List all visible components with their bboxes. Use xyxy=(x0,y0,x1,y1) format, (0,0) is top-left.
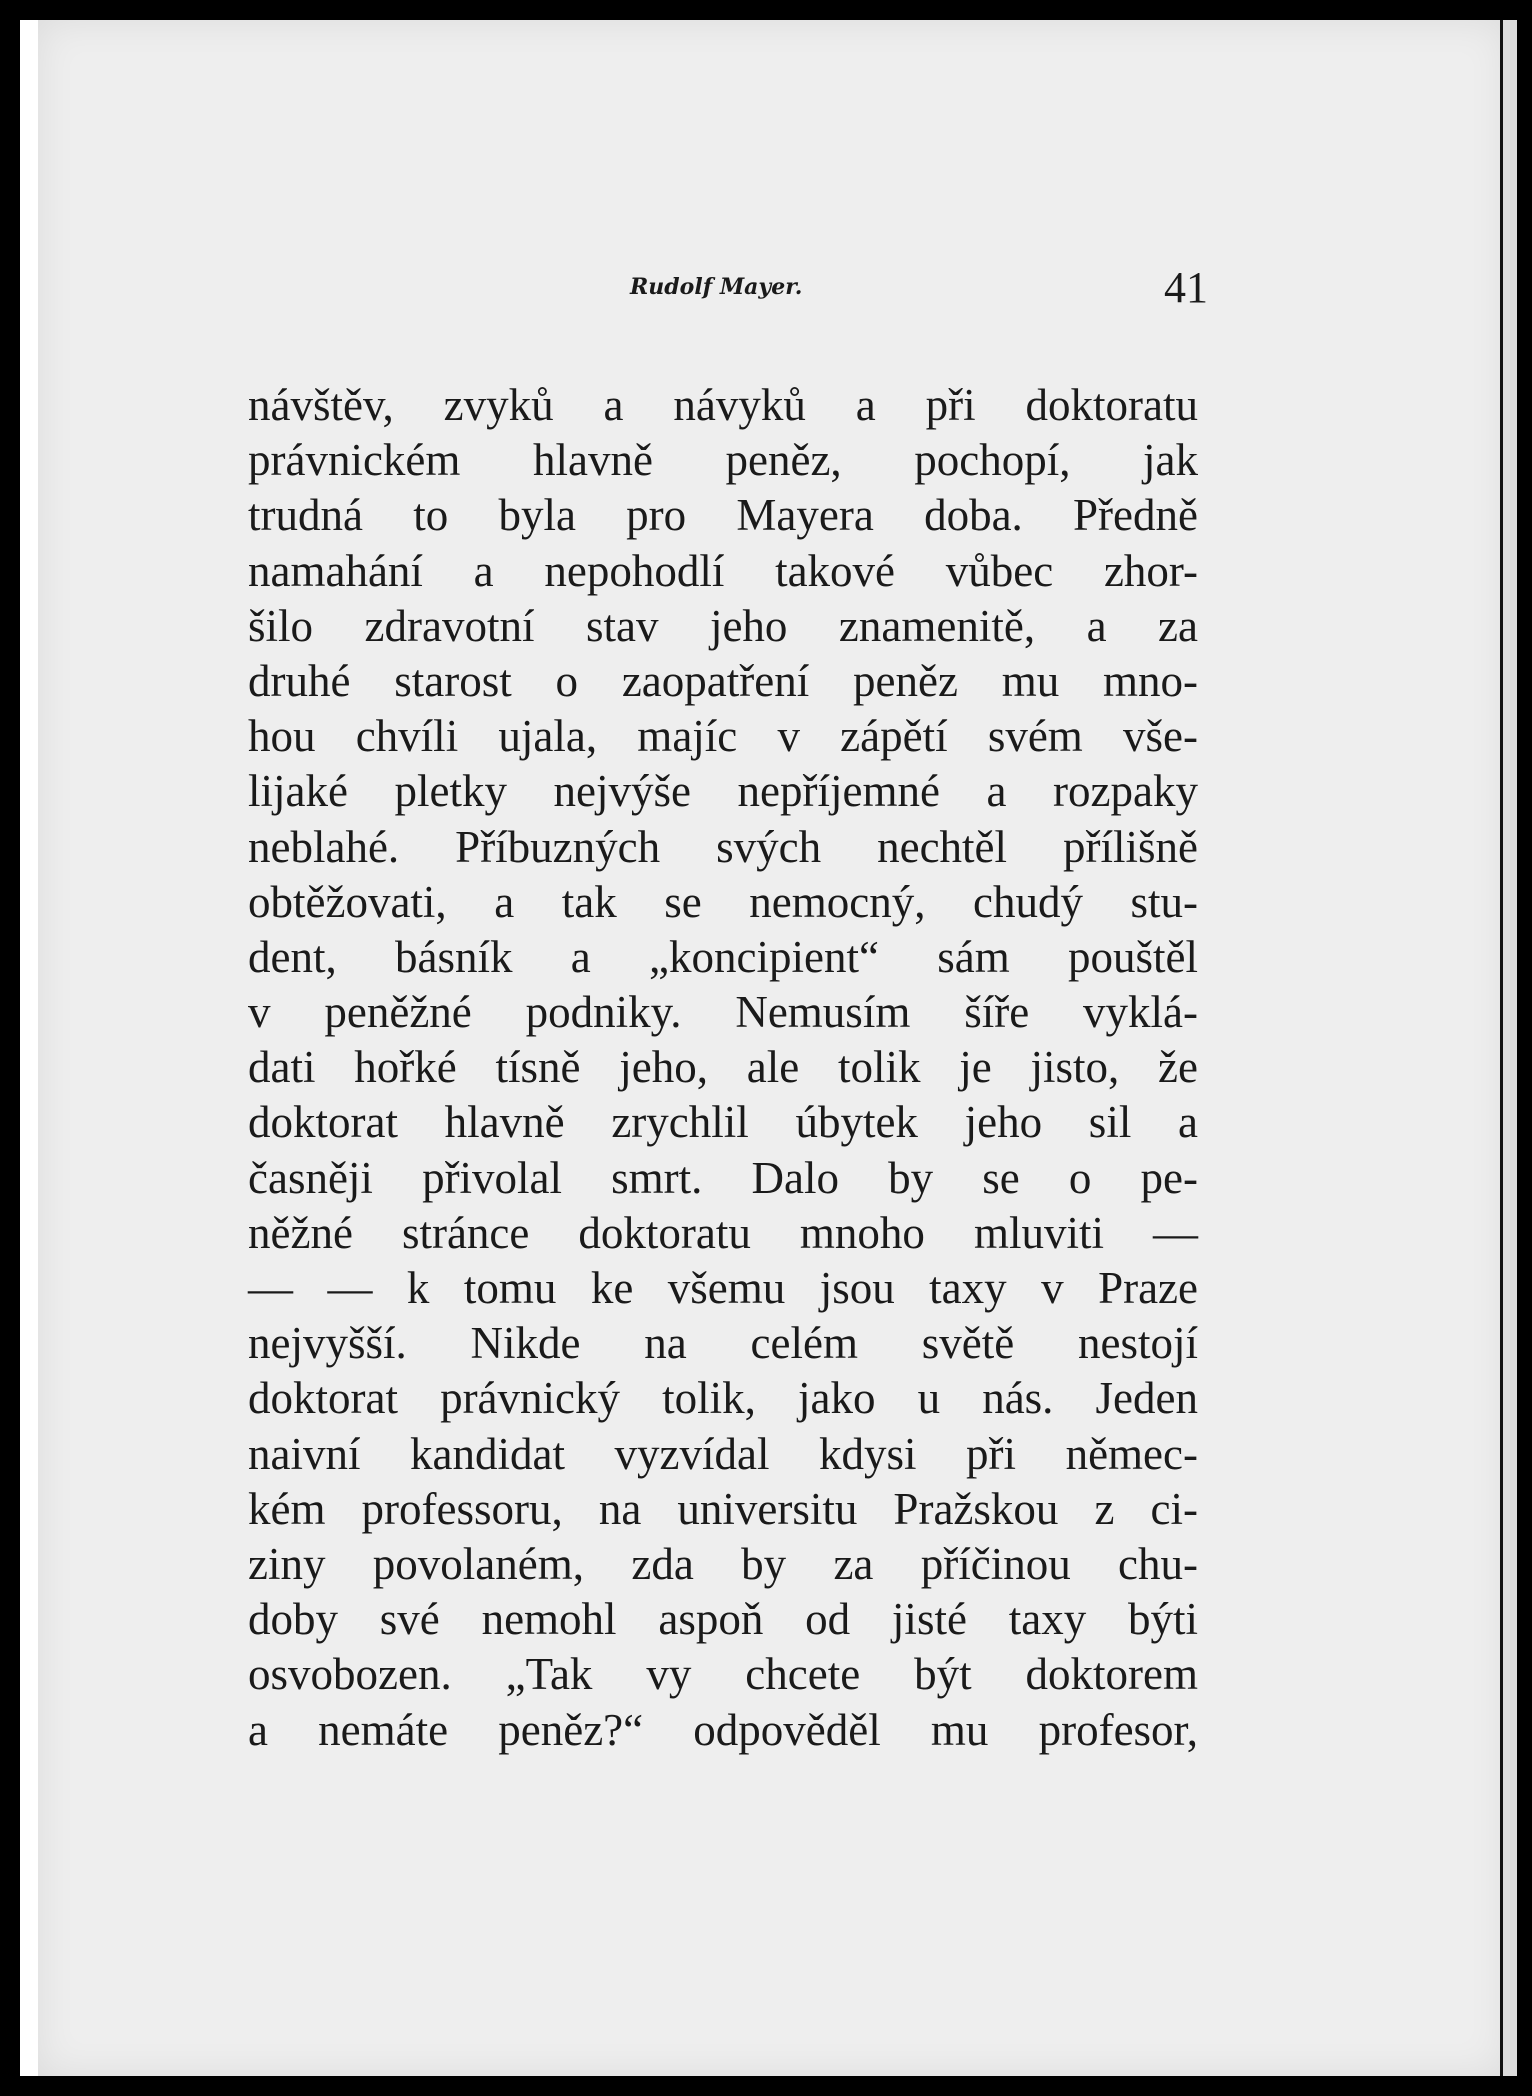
page-header xyxy=(248,262,1208,322)
text-line: dati hořké tísně jeho, ale tolik je jisto, že xyxy=(248,1042,1198,1093)
text-line: v peněžné podniky. Nemusím šíře vyklá- xyxy=(248,987,1198,1038)
text-line: doby své nemohl aspoň od jisté taxy býti xyxy=(248,1594,1198,1645)
text-line: ziny povolaném, zda by za příčinou chu- xyxy=(248,1538,1198,1589)
body-text xyxy=(248,378,1198,1758)
text-line: hou chvíli ujala, majíc v zápětí svém vše- xyxy=(248,711,1198,762)
text-line: — — k tomu ke všemu jsou taxy v Praze xyxy=(248,1263,1198,1313)
text-line: doktorat právnický tolik, jako u nás. Jeden xyxy=(248,1373,1198,1424)
text-line: nejvyšší. Nikde na celém světě nestojí xyxy=(248,1318,1198,1369)
text-line: dent, básník a „koncipient“ sám pouštěl xyxy=(248,931,1198,982)
text-line: neblahé. Příbuzných svých nechtěl přílišně xyxy=(248,821,1198,872)
text-line: kém professoru, na universitu Pražskou z ci- xyxy=(248,1483,1198,1534)
text-line: doktorat hlavně zrychlil úbytek jeho sil a xyxy=(248,1097,1198,1148)
text-line: naivní kandidat vyzvídal kdysi při němec- xyxy=(248,1428,1198,1479)
text-line: a nemáte peněz?“ odpověděl mu profesor, xyxy=(248,1704,1198,1755)
text-line: časněji přivolal smrt. Dalo by se o pe- xyxy=(248,1152,1198,1203)
text-line: druhé starost o zaopatření peněz mu mno- xyxy=(248,655,1198,706)
page-right-edge xyxy=(1500,20,1517,2076)
text-line: trudná to byla pro Mayera doba. Předně xyxy=(248,490,1198,541)
text-line: osvobozen. „Tak vy chcete být doktorem xyxy=(248,1649,1198,1700)
text-line: obtěžovati, a tak se nemocný, chudý stu- xyxy=(248,876,1198,927)
text-line: právnickém hlavně peněz, pochopí, jak xyxy=(248,435,1198,486)
text-line: šilo zdravotní stav jeho znamenitě, a za xyxy=(248,600,1198,651)
text-line: lijaké pletky nejvýše nepříjemné a rozpaky xyxy=(248,766,1198,817)
running-head: Rudolf Mayer. xyxy=(630,274,803,300)
page-number: 41 xyxy=(1164,263,1208,312)
text-line: namahání a nepohodlí takové vůbec zhor- xyxy=(248,545,1198,596)
text-line: návštěv, zvyků a návyků a při doktoratu xyxy=(248,380,1198,430)
text-line: něžné stránce doktoratu mnoho mluviti — xyxy=(248,1207,1198,1258)
